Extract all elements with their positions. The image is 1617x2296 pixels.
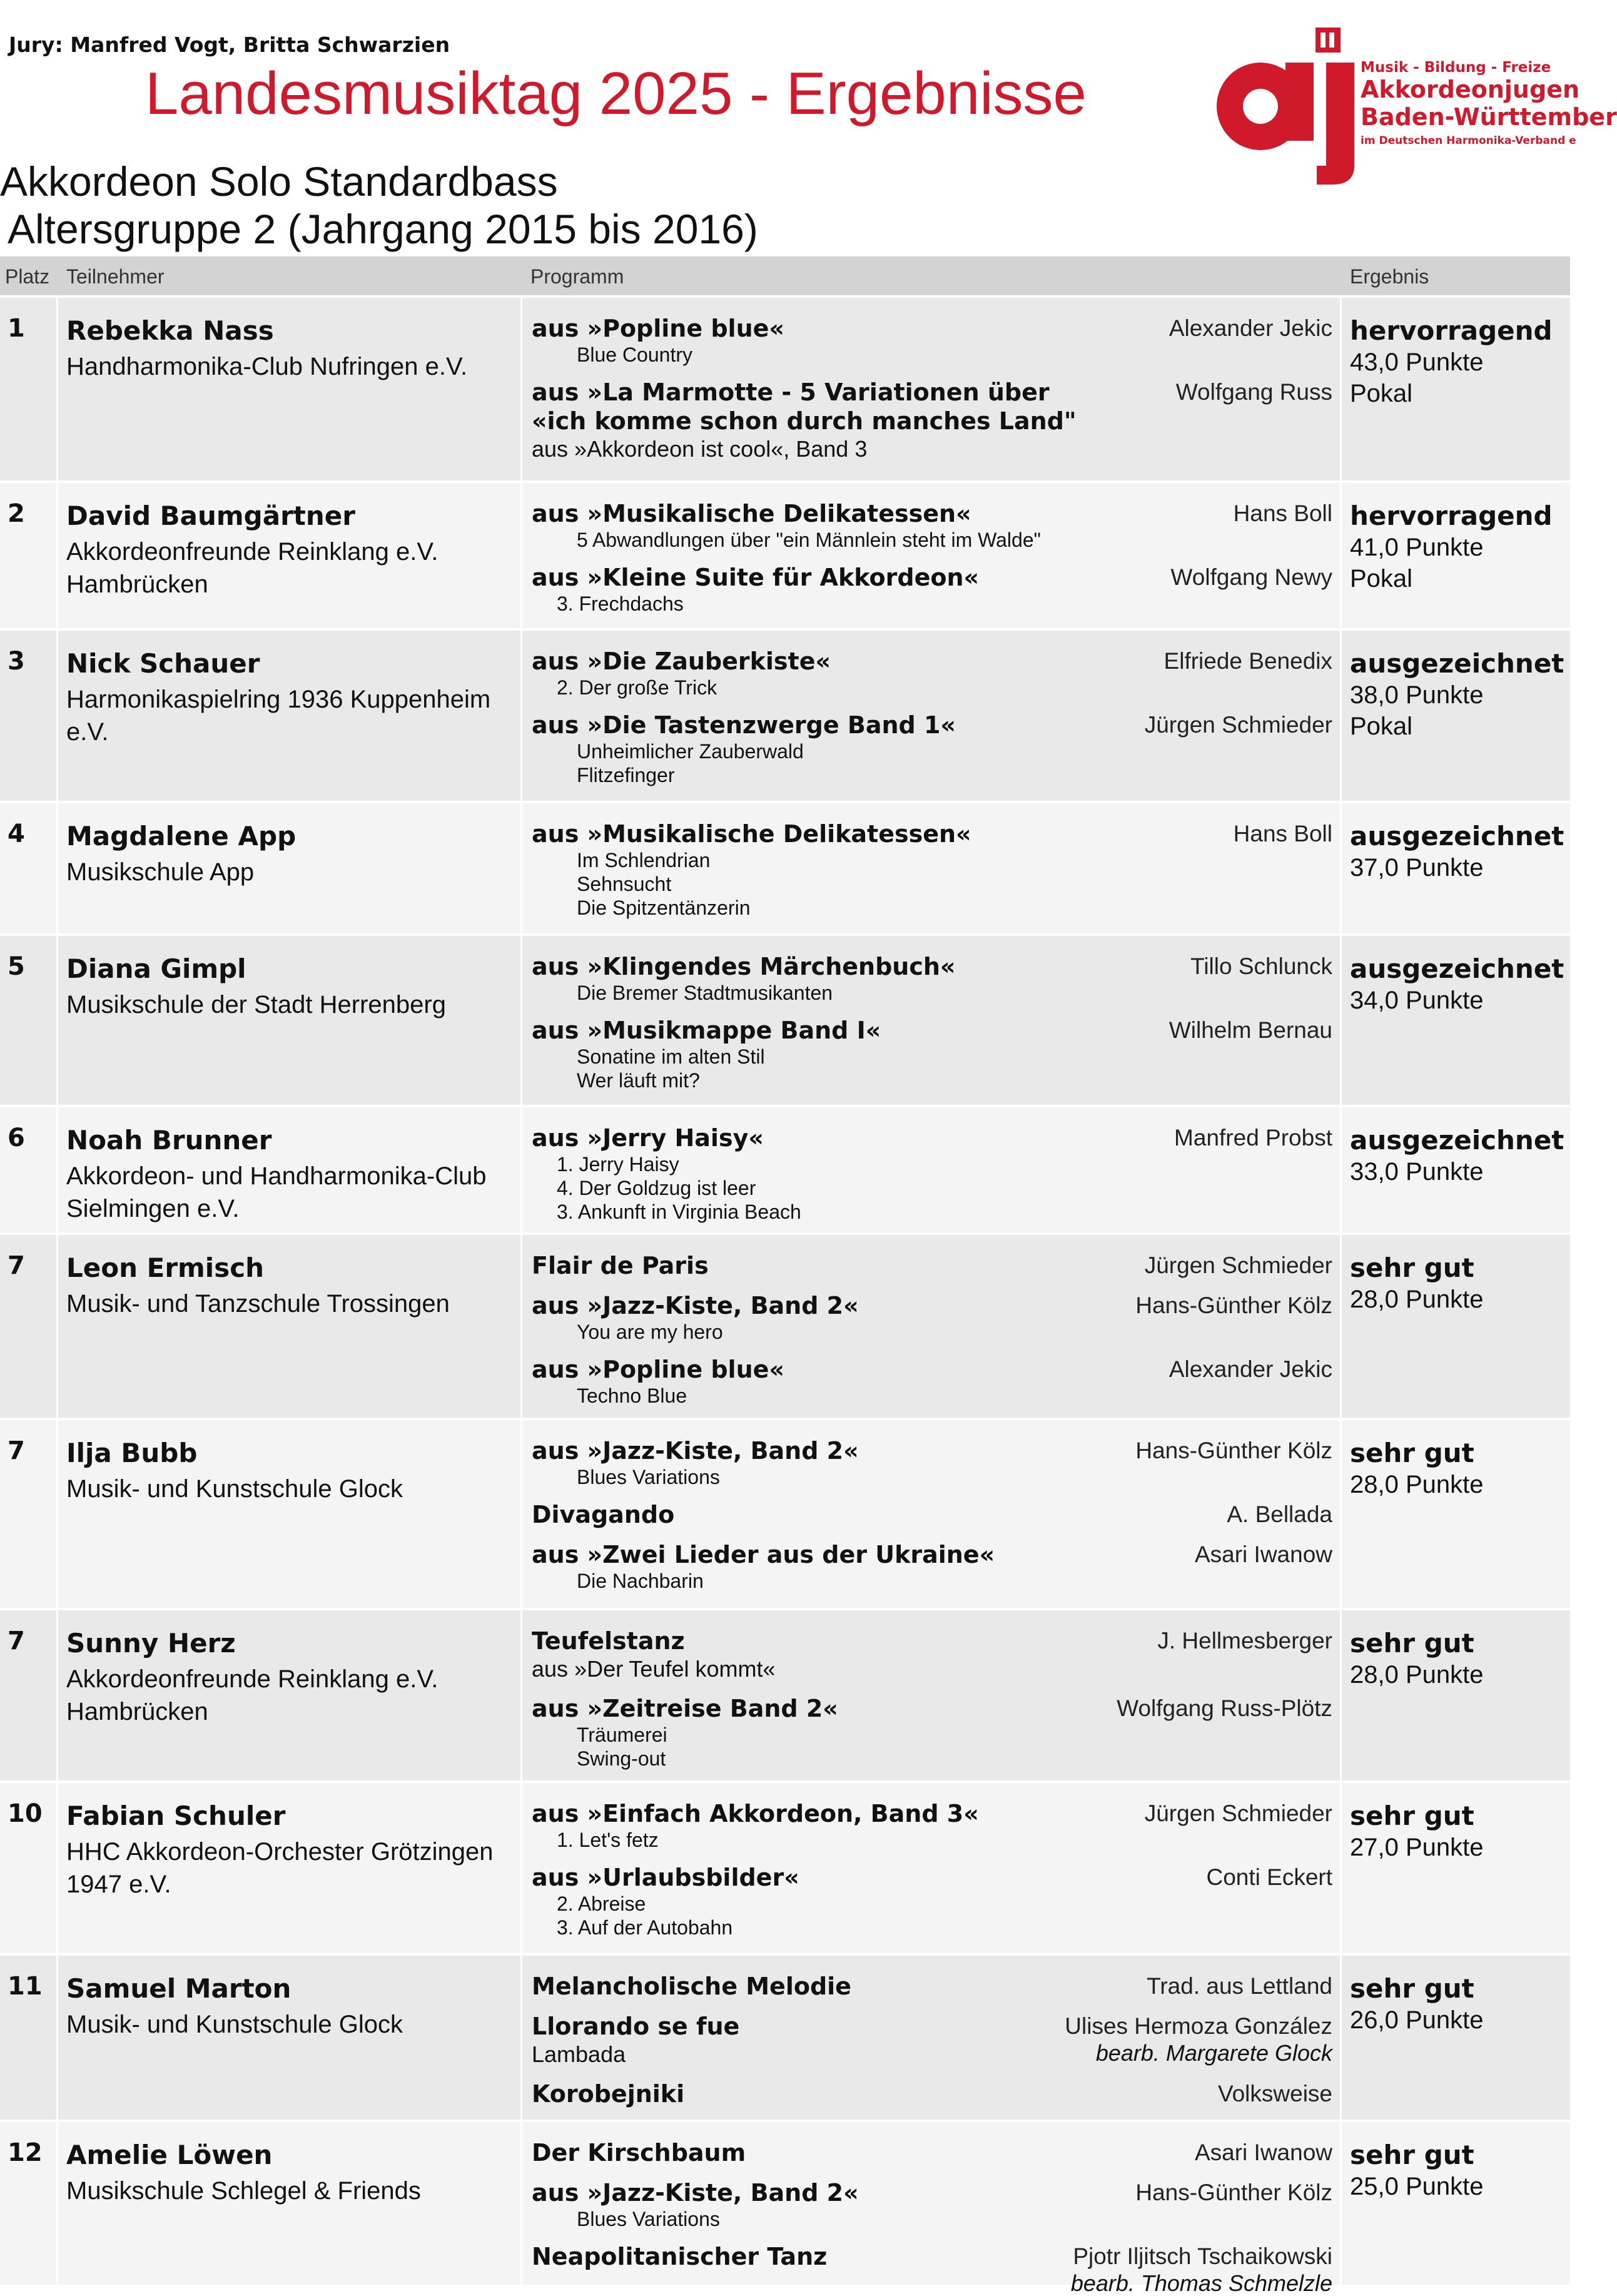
row-platz: 10: [8, 1799, 43, 1828]
program-piece: [532, 1627, 1332, 1683]
piece-movement: Blue Country: [577, 343, 692, 366]
result-rating: sehr gut: [1350, 1438, 1474, 1468]
row-platz: 7: [8, 1627, 25, 1655]
logo-text: [1361, 59, 1617, 147]
program-list: [532, 1436, 1332, 1593]
participant-club: Musik- und Tanzschule Trossingen: [66, 1290, 450, 1318]
result-rating: ausgezeichnet: [1350, 648, 1564, 679]
row-platz: 4: [8, 820, 25, 848]
table-row: [0, 801, 1570, 933]
result-cell: [1350, 1628, 1484, 1690]
program-piece: [532, 2138, 1332, 2167]
piece-title: aus »Musikalische Delikatessen«: [532, 820, 971, 848]
result-rating: sehr gut: [1350, 1973, 1474, 2004]
age-group-title: Altersgruppe 2 (Jahrgang 2015 bis 2016): [8, 206, 758, 252]
result-rating: sehr gut: [1350, 2140, 1474, 2170]
piece-composer: Wolfgang Russ: [1175, 379, 1332, 405]
result-points: 37,0 Punkte: [1350, 854, 1484, 881]
piece-composer: Alexander Jekic: [1168, 1356, 1332, 1382]
program-list: [532, 314, 1332, 463]
table-row: [0, 295, 1570, 480]
piece-movement: Die Bremer Stadtmusikanten: [577, 982, 833, 1004]
program-list: [532, 647, 1332, 787]
participant-name: Diana Gimpl: [66, 953, 246, 984]
result-cell: [1350, 1125, 1564, 1187]
piece-title: aus »Jerry Haisy«: [532, 1124, 764, 1152]
piece-movement: Träumerei: [577, 1724, 667, 1746]
table-row: [0, 628, 1570, 801]
row-platz: 11: [8, 1972, 43, 2001]
participant-club: Akkordeon- und Handharmonika-Club Sielmingen e.V.: [66, 1162, 487, 1222]
program-piece: [532, 1436, 1332, 1489]
table-row: [0, 1953, 1570, 2120]
row-platz: 3: [8, 647, 25, 676]
header-programm: Programm: [530, 265, 624, 288]
program-list: [532, 952, 1332, 1092]
piece-composer: Jürgen Schmieder: [1144, 1252, 1332, 1278]
logo-mark: [1217, 28, 1354, 185]
page-title: Landesmusiktag 2025 - Ergebnisse: [145, 60, 1087, 127]
program-list: [532, 1124, 1332, 1224]
program-piece: [532, 2080, 1332, 2108]
program-list: [532, 820, 1332, 920]
result-points: 25,0 Punkte: [1350, 2173, 1484, 2200]
participant-club: Musik- und Kunstschule Glock: [66, 2011, 403, 2038]
participant-club: Musik- und Kunstschule Glock: [66, 1475, 403, 1503]
row-platz: 7: [8, 1251, 25, 1280]
row-platz: 6: [8, 1124, 25, 1152]
program-piece: [532, 2012, 1332, 2068]
result-cell: [1350, 1438, 1484, 1500]
program-list: [532, 1251, 1332, 1408]
piece-composer: Wolfgang Russ-Plötz: [1117, 1695, 1332, 1721]
program-piece: [532, 1540, 1332, 1593]
piece-composer: A. Bellada: [1227, 1501, 1332, 1527]
participant-name: Leon Ermisch: [66, 1252, 264, 1283]
program-piece: [532, 1863, 1332, 1939]
piece-title: Flair de Paris: [532, 1252, 709, 1279]
piece-title: aus »Klingendes Märchenbuch«: [532, 953, 956, 980]
header-ergebnis: Ergebnis: [1350, 265, 1429, 288]
piece-composer: Wilhelm Bernau: [1168, 1017, 1332, 1043]
logo-line-3: im Deutschen Harmonika-Verband e: [1361, 135, 1576, 147]
piece-composer: J. Hellmesberger: [1157, 1628, 1332, 1653]
table-row: [0, 1232, 1570, 1418]
result-award: Pokal: [1350, 380, 1413, 407]
result-cell: [1350, 953, 1564, 1016]
result-points: 38,0 Punkte: [1350, 681, 1484, 709]
logo-line-1: Akkordeonjugen: [1361, 76, 1580, 103]
piece-movement: Blues Variations: [577, 2208, 720, 2230]
participant-club: HHC Akkordeon-Orchester Grötzingen 1947 e.V.: [66, 1838, 494, 1898]
program-piece: [532, 1500, 1332, 1529]
piece-composer: Hans-Günther Kölz: [1135, 1438, 1332, 1463]
piece-movement: Blues Variations: [577, 1466, 720, 1488]
piece-source: aus »Akkordeon ist cool«, Band 3: [532, 436, 868, 462]
piece-title: aus »Jazz-Kiste, Band 2«: [532, 2179, 859, 2207]
piece-composer: Pjotr Iljitsch Tschaikowski: [1073, 2243, 1332, 2269]
row-platz: 1: [8, 314, 25, 343]
piece-title: aus »Kleine Suite für Akkordeon«: [532, 564, 980, 591]
participant-name: Ilja Bubb: [66, 1438, 198, 1468]
result-points: 33,0 Punkte: [1350, 1158, 1484, 1186]
piece-movement: 1. Let's fetz: [557, 1829, 659, 1851]
program-piece: [532, 1694, 1332, 1770]
piece-arranger: bearb. Margarete Glock: [1095, 2040, 1332, 2066]
piece-composer: Asari Iwanow: [1194, 2140, 1332, 2165]
piece-composer: Tillo Schlunck: [1190, 953, 1332, 979]
piece-composer: Ulises Hermoza González: [1065, 2013, 1332, 2039]
participant-name: Noah Brunner: [66, 1125, 272, 1156]
piece-arranger: bearb. Thomas Schmelzle: [1070, 2270, 1332, 2296]
program-piece: [532, 2178, 1332, 2231]
piece-title: aus »Musikalische Delikatessen«: [532, 500, 971, 527]
program-list: [532, 1972, 1332, 2108]
piece-movement: You are my hero: [577, 1321, 723, 1343]
participant-club: Akkordeonfreunde Reinklang e.V. Hambrücken: [66, 538, 438, 598]
results-table: [0, 257, 1570, 2296]
result-rating: ausgezeichnet: [1350, 953, 1564, 984]
piece-movement: Sonatine im alten Stil: [577, 1045, 765, 1068]
piece-title: aus »Die Tastenzwerge Band 1«: [532, 711, 956, 739]
piece-title: aus »Jazz-Kiste, Band 2«: [532, 1437, 859, 1465]
result-rating: sehr gut: [1350, 1252, 1474, 1283]
table-row: [0, 2120, 1570, 2296]
program-piece: [532, 563, 1332, 616]
piece-composer: Hans-Günther Kölz: [1135, 1293, 1332, 1318]
piece-title: Teufelstanz: [532, 1627, 685, 1655]
piece-composer: Asari Iwanow: [1194, 1542, 1332, 1567]
table-row: [0, 480, 1570, 628]
participant-name: Nick Schauer: [66, 648, 260, 679]
row-platz: 2: [8, 499, 25, 528]
program-piece: [532, 378, 1332, 463]
result-points: 27,0 Punkte: [1350, 1834, 1484, 1861]
result-points: 26,0 Punkte: [1350, 2006, 1484, 2034]
participant-name: Sunny Herz: [66, 1628, 236, 1659]
result-cell: [1350, 1252, 1484, 1315]
piece-title: aus »Urlaubsbilder«: [532, 1864, 799, 1891]
piece-movement: 2. Abreise: [557, 1892, 646, 1915]
result-award: Pokal: [1350, 713, 1413, 740]
result-cell: [1350, 500, 1553, 594]
result-cell: [1350, 315, 1553, 409]
piece-movement: Die Nachbarin: [577, 1570, 704, 1592]
program-piece: [532, 499, 1332, 552]
participant-club: Musikschule App: [66, 858, 255, 886]
program-piece: [532, 647, 1332, 699]
header-platz: Platz: [5, 265, 50, 288]
piece-title: aus »Popline blue«: [532, 315, 784, 342]
program-piece: [532, 820, 1332, 920]
participant-name: Rebekka Nass: [66, 315, 274, 346]
program-list: [532, 2138, 1332, 2296]
piece-title: aus »Zeitreise Band 2«: [532, 1695, 838, 1722]
piece-source: aus »Der Teufel kommt«: [532, 1656, 776, 1682]
program-list: [532, 1799, 1332, 1939]
table-row: [0, 1105, 1570, 1232]
table-header: [0, 257, 1570, 295]
program-list: [532, 499, 1332, 616]
program-piece: [532, 1355, 1332, 1408]
participant-name: Samuel Marton: [66, 1973, 291, 2004]
piece-movement: Wer läuft mit?: [577, 1069, 700, 1092]
result-rating: ausgezeichnet: [1350, 821, 1564, 851]
piece-composer: Hans Boll: [1233, 500, 1332, 526]
piece-composer: Wolfgang Newy: [1170, 564, 1332, 590]
table-row: [0, 1780, 1570, 1953]
piece-title: aus »Einfach Akkordeon, Band 3«: [532, 1800, 979, 1827]
header-teilnehmer: Teilnehmer: [66, 265, 165, 288]
piece-title: Neapolitanischer Tanz: [532, 2243, 828, 2270]
piece-movement: 3. Frechdachs: [557, 592, 684, 615]
program-piece: [532, 1799, 1332, 1852]
table-row: [0, 1608, 1570, 1780]
piece-movement: Flitzefinger: [577, 764, 675, 786]
row-platz: 5: [8, 952, 25, 981]
piece-title: aus »Popline blue«: [532, 1356, 784, 1383]
piece-title: aus »La Marmotte - 5 Variationen über «ich komme schon durch manches Land": [532, 378, 1077, 435]
program-piece: [532, 1124, 1332, 1224]
program-piece: [532, 314, 1332, 367]
result-rating: sehr gut: [1350, 1628, 1474, 1659]
result-award: Pokal: [1350, 565, 1413, 592]
program-piece: [532, 2242, 1332, 2296]
piece-title: Llorando se fue: [532, 2013, 740, 2040]
piece-composer: Alexander Jekic: [1168, 315, 1332, 341]
piece-title: Korobejniki: [532, 2080, 685, 2108]
piece-composer: Elfriede Benedix: [1163, 648, 1332, 674]
result-cell: [1350, 1973, 1484, 2036]
result-cell: [1350, 1801, 1484, 1863]
piece-movement: 1. Jerry Haisy: [557, 1153, 679, 1176]
participant-name: Fabian Schuler: [66, 1801, 286, 1831]
piece-title: Der Kirschbaum: [532, 2139, 746, 2166]
result-cell: [1350, 648, 1564, 742]
logo-line-2: Baden-Württember: [1361, 103, 1617, 131]
piece-composer: Hans-Günther Kölz: [1135, 2180, 1332, 2205]
participant-name: Magdalene App: [66, 821, 297, 851]
piece-title: aus »Zwei Lieder aus der Ukraine«: [532, 1541, 995, 1568]
participant-club: Handharmonika-Club Nufringen e.V.: [66, 353, 468, 380]
piece-movement: 4. Der Goldzug ist leer: [557, 1177, 756, 1199]
participant-club: Musikschule der Stadt Herrenberg: [66, 991, 446, 1018]
result-points: 41,0 Punkte: [1350, 534, 1484, 561]
table-row: [0, 1418, 1570, 1608]
piece-movement: 3. Auf der Autobahn: [557, 1916, 733, 1939]
piece-movement: Im Schlendrian: [577, 849, 711, 871]
logo-mark-text: aj: [1285, 131, 1287, 132]
result-cell: [1350, 2140, 1484, 2202]
program-piece: [532, 1016, 1332, 1092]
piece-title: Melancholische Melodie: [532, 1973, 851, 2000]
result-rating: ausgezeichnet: [1350, 1125, 1564, 1156]
result-rating: hervorragend: [1350, 315, 1553, 346]
piece-composer: Trad. aus Lettland: [1147, 1973, 1332, 1999]
piece-movement: Techno Blue: [577, 1384, 687, 1407]
piece-movement: 2. Der große Trick: [557, 676, 717, 699]
participant-club: Akkordeonfreunde Reinklang e.V. Hambrücken: [66, 1665, 438, 1725]
result-rating: hervorragend: [1350, 500, 1553, 531]
result-points: 43,0 Punkte: [1350, 348, 1484, 376]
piece-source: Lambada: [532, 2041, 626, 2067]
piece-title: aus »Musikmappe Band I«: [532, 1017, 881, 1044]
piece-composer: Volksweise: [1217, 2081, 1332, 2106]
piece-title: Divagando: [532, 1501, 675, 1528]
row-platz: 12: [8, 2138, 43, 2167]
participant-name: David Baumgärtner: [66, 500, 355, 531]
participant-club: Musikschule Schlegel & Friends: [66, 2177, 421, 2205]
result-points: 28,0 Punkte: [1350, 1661, 1484, 1689]
piece-movement: 3. Ankunft in Virginia Beach: [557, 1201, 801, 1223]
result-points: 34,0 Punkte: [1350, 987, 1484, 1014]
row-platz: 7: [8, 1436, 25, 1465]
result-points: 28,0 Punkte: [1350, 1286, 1484, 1313]
piece-composer: Manfred Probst: [1174, 1125, 1332, 1151]
piece-movement: Sehnsucht: [577, 873, 672, 895]
piece-composer: Jürgen Schmieder: [1144, 712, 1332, 738]
result-rating: sehr gut: [1350, 1801, 1474, 1831]
category-title: Akkordeon Solo Standardbass: [0, 158, 558, 205]
program-piece: [532, 1972, 1332, 2001]
logo-tagline: Musik - Bildung - Freize: [1361, 59, 1551, 76]
piece-movement: Die Spitzentänzerin: [577, 897, 751, 919]
result-points: 28,0 Punkte: [1350, 1471, 1484, 1498]
piece-composer: Hans Boll: [1233, 821, 1332, 846]
piece-movement: 5 Abwandlungen über "ein Männlein steht im Walde": [577, 529, 1041, 551]
piece-composer: Conti Eckert: [1206, 1864, 1332, 1890]
table-body: [0, 295, 1570, 2296]
piece-title: aus »Jazz-Kiste, Band 2«: [532, 1292, 859, 1319]
piece-title: aus »Die Zauberkiste«: [532, 648, 831, 675]
piece-composer: Jürgen Schmieder: [1144, 1801, 1332, 1826]
piece-movement: Swing-out: [577, 1747, 666, 1770]
table-row: [0, 933, 1570, 1105]
program-piece: [532, 1251, 1332, 1280]
jury-line: Jury: Manfred Vogt, Britta Schwarzien: [9, 33, 450, 57]
program-piece: [532, 711, 1332, 787]
participant-club: Harmonikaspielring 1936 Kuppenheim e.V.: [66, 686, 491, 746]
program-piece: [532, 952, 1332, 1005]
participant-name: Amelie Löwen: [66, 2140, 273, 2170]
piece-movement: Unheimlicher Zauberwald: [577, 740, 804, 763]
program-piece: [532, 1291, 1332, 1344]
program-list: [532, 1627, 1332, 1770]
result-cell: [1350, 821, 1564, 883]
